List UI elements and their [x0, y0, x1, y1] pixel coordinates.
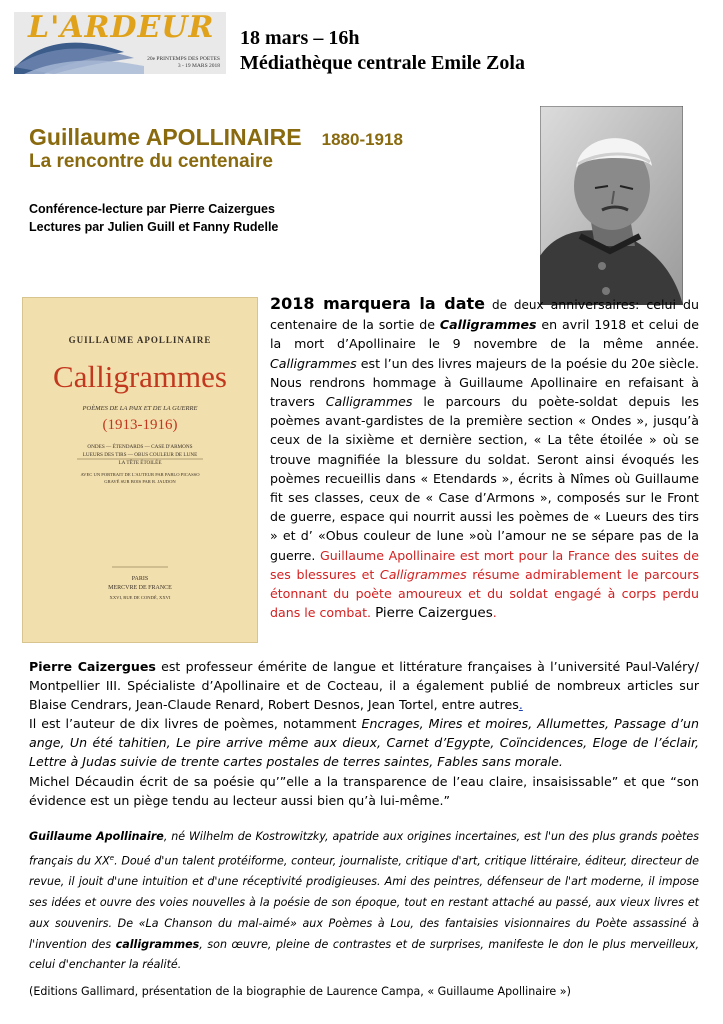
article-text: en avril 1918 et celui de la mort d’Apollinaire le 9 novembre de la même année.: [270, 317, 699, 352]
event-header: [240, 26, 525, 76]
speaker-name: Pierre Caizergues: [29, 659, 156, 674]
event-credits: [29, 200, 278, 236]
article-highlight: Guillaume Apollinaire est mort pour la France des suites de ses blessures et: [270, 547, 699, 582]
speaker-bio: [29, 657, 699, 810]
calligrammes-book-cover: [22, 297, 258, 643]
article-book-title: Calligrammes: [270, 355, 357, 371]
article-lead: 2018 marquera la date: [270, 294, 486, 313]
book-title: Calligrammes: [53, 359, 227, 394]
article-highlight-title: Calligrammes: [379, 566, 467, 582]
article-text: le parcours du poète-soldat depuis les poèmes avant-gardistes de la première section « Ondes », jusqu’à ceux de la sixième et dernière section, « La tête étoilée » où se trouve magnifiée la blessure du soldat. Seront ainsi évoqués les poèmes recueillis dans « Etendards », écrits à Nîmes où Guillaume fit ses classes, ceux de « Case d’Armons », composés sur le Front de guerre, espace qui nourrit aussi les poèmes de « Lueurs des tirs » et d’ «Obus couleur de lune »où l’amour ne se sépare pas de la guerre.: [270, 394, 699, 563]
note-name: Guillaume Apollinaire: [29, 830, 164, 843]
book-portrait-note: AVEC UN PORTRAIT DE L'AUTEUR PAR PABLO PICASSO GRAVÉ SUR BOIS PAR R. JAUDON: [80, 472, 200, 484]
page-title: [29, 124, 403, 151]
note-bold-word: calligrammes: [115, 937, 200, 951]
event-venue: Médiathèque centrale Emile Zola: [240, 52, 525, 74]
conference-credit: Conférence-lecture par Pierre Caizergues: [29, 202, 275, 216]
article-book-title: Calligrammes: [439, 317, 537, 333]
book-publisher: PARIS MERCVRE DE FRANCE XXVI, RUE DE CONDÉ, XXVI: [108, 576, 172, 600]
article-text: anniversaires: celui du centenaire de la sortie de: [270, 297, 699, 333]
main-article: [270, 294, 699, 623]
poet-years: 1880-1918: [321, 130, 403, 149]
book-sections: ONDES — ÉTENDARDS — CASE D'ARMONS LUEURS DES TIRS — OBUS COULEUR DE LUNE LA TÊTE ÉTOILÉE: [82, 444, 198, 466]
biography-note: Guillaume Apollinaire, né Wilhelm de Kostrowitzky, apatride aux origines incertaines, est l'un des plus grands poètes français du XXe. Doué d'un talent protéiforme, conteur, journaliste, critique d'art, critique littéraire, éditeur, directeur de revue, il jouit d'une intuition et d'une réceptivité prodigieuses. Ami des peintres, défenseur de l'art moderne, il impose ses idées et ouvre des voies nouvelles à la poésie de son époque, tout en restant attaché au passé, aux vieux livres et aux souvenirs. De «La Chanson du mal-aimé» aux Poèmes à Lou, des fantaisies visionnaires du Poète assassiné à l'invention des calligrammes, son œuvre, pleine de contrastes et de surprises, manifeste le don le plus merveilleux, celui d'enchanter la réalité.: [29, 830, 699, 972]
article-text: est l’un des livres majeurs de la poésie du 20e siècle. Nous rendrons hommage à Guillaume Apollinaire en refaisant à travers: [270, 355, 699, 410]
readings-credit: Lectures par Julien Guill et Fanny Rudelle: [29, 220, 279, 234]
event-date: 18 mars – 16h: [240, 27, 360, 49]
bio-quote: Michel Décaudin écrit de sa poésie qu’”elle a la transparence de l’eau claire, insaisissable” et que “son évidence est un piège tendu au lecteur aussi bien qu’à lui-même.”: [29, 773, 699, 808]
bio-titles: Encrages, Mires et moires, Allumettes, Passage d’un ange, Un été tahitien, Le pire arrive même aux dieux, Carnet d’Egypte, Coïncidences, Eloge de l’éclair, Lettre à Judas suivie de trente cartes postales de terres saintes, Fables sans morale.: [29, 716, 699, 770]
book-subtitle: POÈMES DE LA PAIX ET DE LA GUERRE: [82, 405, 198, 412]
apollinaire-portrait: [540, 106, 683, 305]
bio-paragraph: Il est l’auteur de dix livres de poèmes, notamment Encrages, Mires et moires, Allumettes, Passage d’un ange, Un été tahitien, Le pire arrive même aux dieux, Carnet d’Egypte, Coïncidences, Eloge de l’éclair, Lettre à Judas suivie de trente cartes postales de terres saintes, Fables sans morale.: [29, 716, 699, 770]
bio-paragraph: Pierre Caizergues est professeur émérite de langue et littérature françaises à l’université Paul-Valéry/ Montpellier III. Spécialiste d’Apollinaire et de Cocteau, il a également publié de nombreux articles sur Blaise Cendrars, Jean-Claude Renard, Robert Desnos, Jean Tortel, entre autres.: [29, 659, 700, 713]
article-lead-small: de deux: [492, 298, 544, 312]
article-book-title: Calligrammes: [325, 394, 413, 410]
logo-caption: 20e PRINTEMPS DES POETES 3 - 19 MARS 2018: [147, 56, 220, 69]
logo-wordmark: L'ARDEUR: [28, 12, 215, 45]
source-citation: (Editions Gallimard, présentation de la biographie de Laurence Campa, « Guillaume Apollinaire »): [29, 985, 571, 998]
signature-dot: .: [492, 605, 497, 621]
poet-name: Guillaume APOLLINAIRE: [29, 124, 302, 150]
page-subtitle: La rencontre du centenaire: [29, 151, 273, 172]
book-years: (1913-1916): [102, 417, 178, 433]
book-author: GUILLAUME APOLLINAIRE: [68, 335, 212, 345]
article-signature: Pierre Caizergues: [375, 605, 493, 622]
festival-logo: [14, 12, 226, 74]
bio-dot-link: .: [518, 697, 523, 713]
article-highlight: résume admirablement le parcours étonnant du poète amoureux et du soldat engagé à corps perdu dans le combat.: [270, 566, 700, 621]
